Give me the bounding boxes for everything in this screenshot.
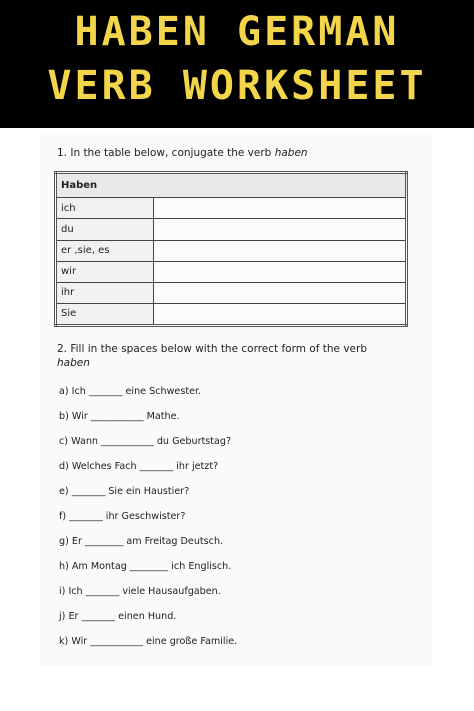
banner-title-line-2: VERB WORKSHEET bbox=[47, 63, 427, 109]
question-1 bbox=[57, 146, 417, 160]
pronoun-cell: wir bbox=[56, 261, 154, 282]
list-item: c) Wann ___________ du Geburtstag? bbox=[59, 436, 232, 447]
list-item: a) Ich _______ eine Schwester. bbox=[59, 386, 202, 397]
list-item: g) Er ________ am Freitag Deutsch. bbox=[59, 536, 224, 547]
pronoun-cell: Sie bbox=[56, 303, 154, 325]
question-1-verb: haben bbox=[274, 147, 308, 159]
table-row bbox=[56, 219, 407, 240]
question-2-verb: haben bbox=[57, 357, 90, 369]
pronoun-cell: du bbox=[56, 219, 154, 240]
table-row bbox=[56, 198, 407, 219]
pronoun-cell: ihr bbox=[56, 282, 154, 303]
question-2 bbox=[57, 342, 387, 370]
list-item: f) _______ ihr Geschwister? bbox=[59, 511, 186, 522]
list-item: d) Welches Fach _______ ihr jetzt? bbox=[59, 461, 219, 472]
list-item: j) Er _______ einen Hund. bbox=[59, 611, 177, 622]
list-item: e) _______ Sie ein Haustier? bbox=[59, 486, 190, 497]
pronoun-cell: ich bbox=[56, 198, 154, 219]
table-row bbox=[56, 240, 407, 261]
table-row bbox=[56, 303, 407, 325]
banner-title-line-1: HABEN GERMAN bbox=[74, 9, 400, 55]
table-row bbox=[56, 261, 407, 282]
answer-cell[interactable] bbox=[154, 282, 407, 303]
question-2-text: 2. Fill in the spaces below with the correct form of the verb bbox=[57, 343, 367, 355]
answer-cell[interactable] bbox=[154, 198, 407, 219]
conjugation-table bbox=[54, 171, 408, 327]
table-row bbox=[56, 282, 407, 303]
question-1-text: 1. In the table below, conjugate the verb bbox=[57, 147, 275, 159]
answer-cell[interactable] bbox=[154, 303, 407, 325]
list-item: h) Am Montag ________ ich Englisch. bbox=[59, 561, 232, 572]
pronoun-cell: er ,sie, es bbox=[56, 240, 154, 261]
title-banner bbox=[0, 0, 474, 128]
table-header: Haben bbox=[56, 173, 407, 198]
worksheet bbox=[40, 133, 432, 666]
list-item: k) Wir ___________ eine große Familie. bbox=[59, 636, 238, 647]
answer-cell[interactable] bbox=[154, 261, 407, 282]
answer-cell[interactable] bbox=[154, 240, 407, 261]
list-item: b) Wir ___________ Mathe. bbox=[59, 411, 180, 422]
list-item: i) Ich _______ viele Hausaufgaben. bbox=[59, 586, 221, 597]
answer-cell[interactable] bbox=[154, 219, 407, 240]
